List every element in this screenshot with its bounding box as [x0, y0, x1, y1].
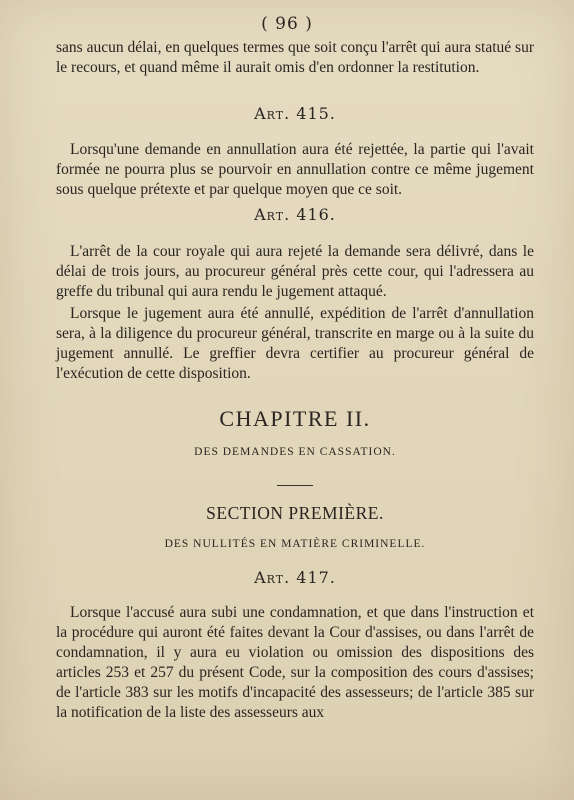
article-416-block [56, 242, 534, 384]
article-416-heading: Art. 416. [254, 205, 336, 224]
article-417-text: Lorsque l'accusé aura subi une condamnation, et que dans l'instruction et la procédure qui auront été faites devant la Cour d'assises, ou dans l'arrêt de condamnation, il y aura eu violation ou omission des dispositions des articles 253 et 257 du présent Code, sur la composition des cours d'assises; de l'article 383 sur les motifs d'incapacité des assesseurs; de l'article 385 sur la notification de la liste des assesseurs aux [56, 604, 534, 721]
article-417-heading: Art. 417. [254, 568, 336, 587]
article-415-text: Lorsqu'une demande en annullation aura été rejettée, la partie qui l'avait formée ne pourra plus se pourvoir en annullation contre ce même jugement sous quelque prétexte et par quelque moyen que ce soit. [56, 141, 534, 198]
chapter-subtitle: DES DEMANDES EN CASSATION. [194, 446, 396, 458]
section-subtitle: DES NULLITÉS EN MATIÈRE CRIMINELLE. [164, 538, 426, 550]
article-415-block [56, 140, 534, 200]
article-416-paragraph-2: Lorsque le jugement aura été annullé, expédition de l'arrêt d'annullation sera, à la diligence du procureur général, transcrite en marge ou à la suite du jugement annullé. Le greffier devra certifier au procureur général de l'exécution de cette disposition. [56, 305, 534, 382]
chapter-title: CHAPITRE II. [219, 406, 371, 431]
page-number: ( 96 ) [261, 14, 313, 34]
continuation-paragraph-block [56, 38, 534, 78]
divider-rule [56, 485, 534, 486]
section-title: SECTION PREMIÈRE. [206, 503, 384, 523]
article-415-heading: Art. 415. [254, 104, 336, 123]
divider-line [277, 485, 313, 486]
continuation-paragraph: sans aucun délai, en quelques termes que soit conçu l'arrêt qui aura statué sur le recours, et quand même il aurait omis d'en ordonner la restitution. [56, 39, 534, 76]
article-417-block [56, 603, 534, 723]
article-416-paragraph-1: L'arrêt de la cour royale qui aura rejeté la demande sera délivré, dans le délai de trois jours, au procureur général près cette cour, qui l'adressera au greffe du tribunal qui aura rendu le jugement attaqué. [56, 243, 534, 300]
